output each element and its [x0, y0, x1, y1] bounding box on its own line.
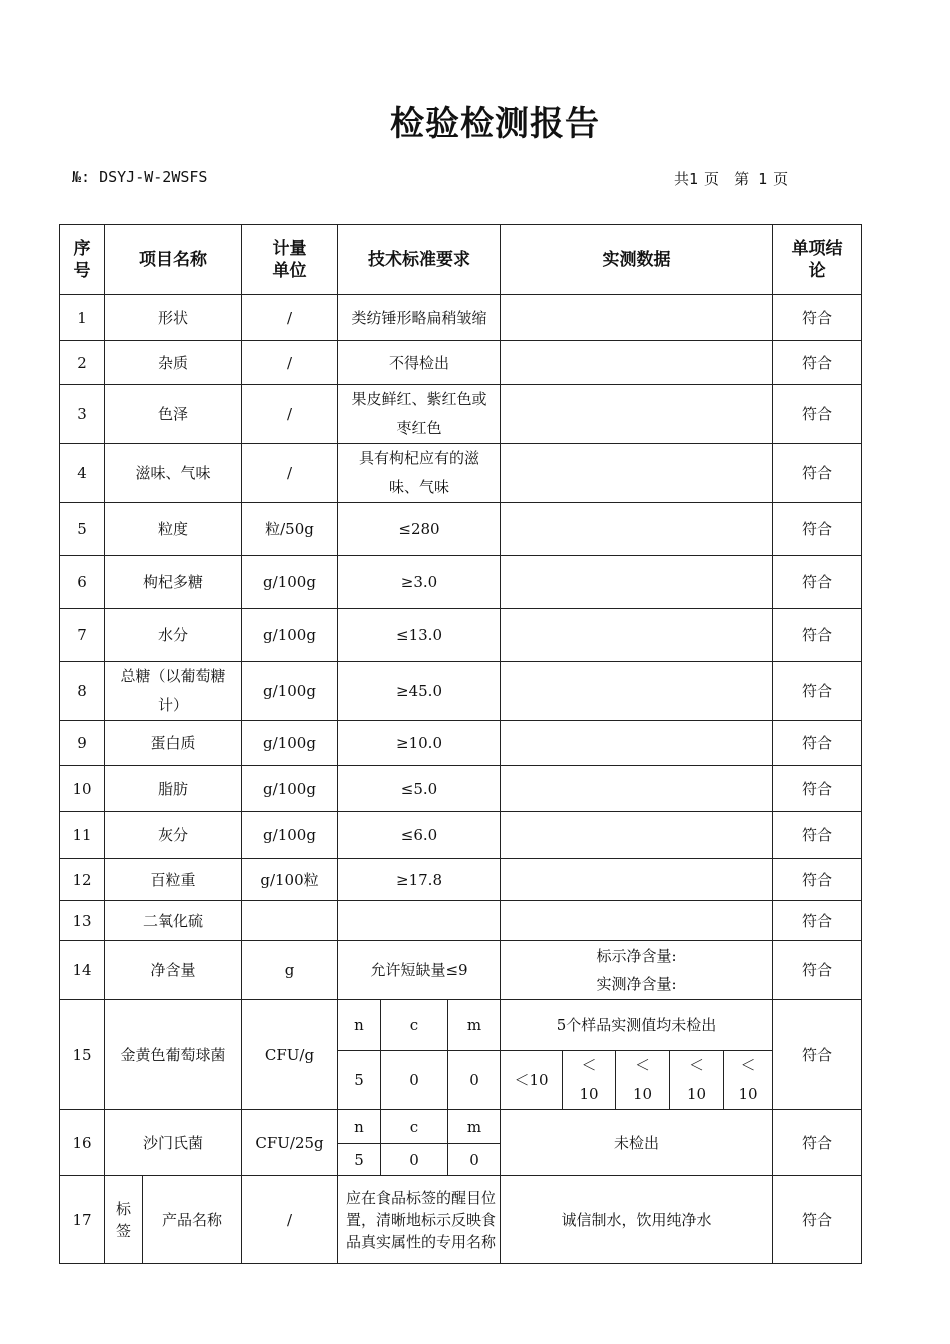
result-cell: 符合: [773, 721, 862, 766]
sampling-n-label: n: [338, 1110, 381, 1144]
unit-cell: g/100g: [242, 556, 338, 609]
item-name: 灰分: [105, 812, 242, 859]
result-cell: 符合: [773, 662, 862, 721]
row-number: 12: [60, 859, 105, 901]
unit-cell: g/100g: [242, 766, 338, 812]
measured-cell: [501, 766, 773, 812]
measured-cell: [501, 812, 773, 859]
row-number: 2: [60, 341, 105, 385]
table-row: [60, 812, 862, 859]
standard-cell: 果皮鲜红、紫红色或枣红色: [338, 385, 501, 444]
header-row: [60, 225, 862, 295]
standard-cell: ≤5.0: [338, 766, 501, 812]
header-conclusion: 单项结论: [773, 225, 862, 295]
sampling-m-label: m: [448, 1110, 501, 1144]
current-page: 第 1: [734, 170, 768, 188]
standard-cell: ≤13.0: [338, 609, 501, 662]
result-cell: 符合: [773, 341, 862, 385]
sampling-c-label: c: [381, 1110, 448, 1144]
sampling-c: 0: [381, 1051, 448, 1110]
measured-cell: [501, 859, 773, 901]
measured-cell: [501, 341, 773, 385]
result-cell: 符合: [773, 556, 862, 609]
standard-cell: ≤280: [338, 503, 501, 556]
measured-net-content: 实测净含量:: [596, 975, 677, 993]
result-cell: 符合: [773, 1110, 862, 1176]
result-cell: 符合: [773, 609, 862, 662]
unit-cell: /: [242, 444, 338, 503]
measured-cell: [501, 901, 773, 941]
item-name: 滋味、气味: [105, 444, 242, 503]
unit-cell: g/100粒: [242, 859, 338, 901]
unit-cell: g/100g: [242, 721, 338, 766]
unit-cell: [242, 901, 338, 941]
current-page-unit: 页: [773, 170, 789, 188]
standard-cell: [338, 901, 501, 941]
result-cell: 符合: [773, 812, 862, 859]
table-row: [60, 609, 862, 662]
sample-value: ＜10: [616, 1051, 670, 1110]
table-row: [60, 766, 862, 812]
report-title: 检验检测报告: [390, 104, 600, 144]
unit-cell: g: [242, 941, 338, 1000]
row-number: 10: [60, 766, 105, 812]
total-pages: 共1: [674, 170, 699, 188]
measured-note: 5个样品实测值均未检出: [501, 1000, 773, 1051]
unit-cell: /: [242, 341, 338, 385]
measured-cell: [501, 941, 773, 1000]
standard-cell: ≤6.0: [338, 812, 501, 859]
row-number: 9: [60, 721, 105, 766]
sample-value: ＜10: [563, 1051, 616, 1110]
result-cell: 符合: [773, 941, 862, 1000]
item-name: 蛋白质: [105, 721, 242, 766]
measured-cell: [501, 385, 773, 444]
row-number: 15: [60, 1000, 105, 1110]
result-cell: 符合: [773, 444, 862, 503]
item-name: 形状: [105, 295, 242, 341]
measured-cell: 诚信制水，饮用纯净水: [501, 1176, 773, 1264]
row-number: 13: [60, 901, 105, 941]
item-name: 净含量: [105, 941, 242, 1000]
header-item: 项目名称: [105, 225, 242, 295]
page-count: [674, 168, 794, 189]
sampling-m: 0: [448, 1051, 501, 1110]
row-number: 11: [60, 812, 105, 859]
table-row: [60, 941, 862, 1000]
item-name: 杂质: [105, 341, 242, 385]
header-standard: 技术标准要求: [338, 225, 501, 295]
standard-cell: 类纺锤形略扁稍皱缩: [338, 295, 501, 341]
table-row: [60, 662, 862, 721]
measured-cell: [501, 503, 773, 556]
sampling-c: 0: [381, 1144, 448, 1176]
table-row: [60, 901, 862, 941]
table-row: [60, 444, 862, 503]
row-number: 6: [60, 556, 105, 609]
item-name: 百粒重: [105, 859, 242, 901]
sampling-m: 0: [448, 1144, 501, 1176]
declared-net-content: 标示净含量:: [596, 947, 677, 965]
sampling-n-label: n: [338, 1000, 381, 1051]
table-row: [60, 341, 862, 385]
result-cell: 符合: [773, 295, 862, 341]
item-name: 水分: [105, 609, 242, 662]
measured-cell: 未检出: [501, 1110, 773, 1176]
standard-cell: ≥45.0: [338, 662, 501, 721]
row-number: 16: [60, 1110, 105, 1176]
unit-cell: CFU/25g: [242, 1110, 338, 1176]
measured-cell: [501, 609, 773, 662]
unit-cell: CFU/g: [242, 1000, 338, 1110]
standard-cell: 允许短缺量≤9: [338, 941, 501, 1000]
measured-cell: [501, 444, 773, 503]
row-number: 5: [60, 503, 105, 556]
result-cell: 符合: [773, 1176, 862, 1264]
result-cell: 符合: [773, 766, 862, 812]
header-unit: 计量单位: [242, 225, 338, 295]
header-measured: 实测数据: [501, 225, 773, 295]
sampling-n: 5: [338, 1051, 381, 1110]
total-pages-unit: 页: [704, 170, 720, 188]
row-number: 4: [60, 444, 105, 503]
table-row: [60, 859, 862, 901]
measured-cell: [501, 295, 773, 341]
unit-cell: /: [242, 385, 338, 444]
item-name: 产品名称: [143, 1176, 242, 1264]
standard-cell: 具有枸杞应有的滋味、气味: [338, 444, 501, 503]
table-row: [60, 1176, 862, 1264]
row-number: 7: [60, 609, 105, 662]
row-number: 3: [60, 385, 105, 444]
unit-cell: g/100g: [242, 812, 338, 859]
standard-cell: ≥3.0: [338, 556, 501, 609]
report-table: [59, 224, 862, 1264]
table-row: [60, 1000, 862, 1051]
item-name: 色泽: [105, 385, 242, 444]
row-number: 14: [60, 941, 105, 1000]
row-number: 1: [60, 295, 105, 341]
table-row: [60, 503, 862, 556]
standard-cell: 不得检出: [338, 341, 501, 385]
item-name: 总糖（以葡萄糖计）: [105, 662, 242, 721]
item-name: 二氧化硫: [105, 901, 242, 941]
table-row: [60, 385, 862, 444]
result-cell: 符合: [773, 859, 862, 901]
result-cell: 符合: [773, 901, 862, 941]
table-row: [60, 721, 862, 766]
report-number-value: DSYJ-W-2WSFS: [99, 168, 208, 186]
unit-cell: /: [242, 1176, 338, 1264]
table-row: [60, 556, 862, 609]
sampling-m-label: m: [448, 1000, 501, 1051]
report-number: [72, 168, 207, 186]
sample-value: ＜10: [724, 1051, 773, 1110]
sampling-c-label: c: [381, 1000, 448, 1051]
standard-cell: ≥17.8: [338, 859, 501, 901]
measured-cell: [501, 721, 773, 766]
measured-cell: [501, 556, 773, 609]
unit-cell: g/100g: [242, 662, 338, 721]
item-name: 金黄色葡萄球菌: [105, 1000, 242, 1110]
item-name: 脂肪: [105, 766, 242, 812]
unit-cell: g/100g: [242, 609, 338, 662]
header-seq: 序号: [60, 225, 105, 295]
item-name: 粒度: [105, 503, 242, 556]
table-row: [60, 295, 862, 341]
item-name: 沙门氏菌: [105, 1110, 242, 1176]
row-number: 17: [60, 1176, 105, 1264]
sample-value: ＜10: [501, 1051, 563, 1110]
label-group: 标签: [105, 1176, 143, 1264]
sampling-n: 5: [338, 1144, 381, 1176]
result-cell: 符合: [773, 503, 862, 556]
item-name: 枸杞多糖: [105, 556, 242, 609]
unit-cell: /: [242, 295, 338, 341]
measured-cell: [501, 662, 773, 721]
standard-cell: 应在食品标签的醒目位置，清晰地标示反映食品真实属性的专用名称: [338, 1176, 501, 1264]
report-number-label: №:: [72, 168, 91, 186]
standard-cell: ≥10.0: [338, 721, 501, 766]
sample-value: ＜10: [670, 1051, 724, 1110]
unit-cell: 粒/50g: [242, 503, 338, 556]
table-row: [60, 1110, 862, 1144]
result-cell: 符合: [773, 1000, 862, 1110]
result-cell: 符合: [773, 385, 862, 444]
row-number: 8: [60, 662, 105, 721]
